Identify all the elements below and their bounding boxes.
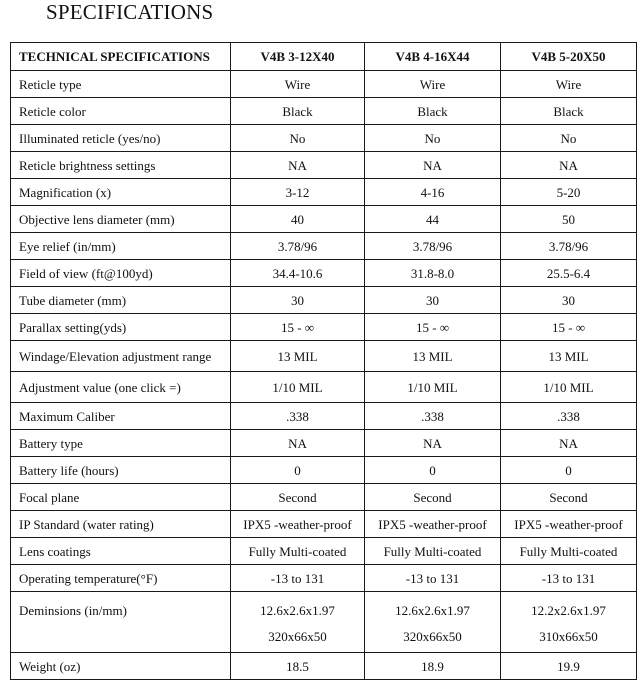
- row-label: Eye relief (in/mm): [11, 233, 231, 260]
- dimensions-millimeters: 320x66x50: [403, 629, 462, 644]
- row-label: Weight (oz): [11, 653, 231, 680]
- cell-value: 4-16: [365, 179, 501, 206]
- cell-value: Second: [365, 484, 501, 511]
- row-label: Reticle brightness settings: [11, 152, 231, 179]
- cell-value: 3.78/96: [365, 233, 501, 260]
- cell-value: Fully Multi-coated: [365, 538, 501, 565]
- cell-value: 19.9: [501, 653, 637, 680]
- table-row: [11, 260, 637, 287]
- cell-value: 1/10 MIL: [501, 372, 637, 403]
- table-row: [11, 653, 637, 680]
- row-label: Adjustment value (one click =): [11, 372, 231, 403]
- cell-value: -13 to 131: [365, 565, 501, 592]
- cell-value: 13 MIL: [501, 341, 637, 372]
- table-row: [11, 403, 637, 430]
- header-model-v4b-4-16x44: V4B 4-16X44: [365, 43, 501, 71]
- cell-value: NA: [501, 430, 637, 457]
- row-label: Objective lens diameter (mm): [11, 206, 231, 233]
- table-row: [11, 565, 637, 592]
- cell-value: Black: [231, 98, 365, 125]
- cell-value: [501, 592, 637, 653]
- table-row: [11, 430, 637, 457]
- row-label: Illuminated reticle (yes/no): [11, 125, 231, 152]
- cell-value: 30: [231, 287, 365, 314]
- cell-value: NA: [365, 152, 501, 179]
- cell-value: 1/10 MIL: [231, 372, 365, 403]
- table-row: [11, 457, 637, 484]
- cell-value: 3.78/96: [501, 233, 637, 260]
- table-row: [11, 71, 637, 98]
- cell-value: No: [501, 125, 637, 152]
- cell-value: 15 - ∞: [231, 314, 365, 341]
- row-label: Magnification (x): [11, 179, 231, 206]
- cell-value: [365, 592, 501, 653]
- page-title: SPECIFICATIONS: [46, 0, 214, 24]
- header-technical-specifications: TECHNICAL SPECIFICATIONS: [11, 43, 231, 71]
- header-model-v4b-3-12x40: V4B 3-12X40: [231, 43, 365, 71]
- dimensions-inches: 12.6x2.6x1.97: [395, 603, 470, 618]
- cell-value: Black: [365, 98, 501, 125]
- cell-value: 3.78/96: [231, 233, 365, 260]
- table-row: [11, 152, 637, 179]
- dimensions-millimeters: 320x66x50: [268, 629, 327, 644]
- cell-value: .338: [365, 403, 501, 430]
- cell-value: NA: [365, 430, 501, 457]
- cell-value: 0: [365, 457, 501, 484]
- row-label: Battery type: [11, 430, 231, 457]
- cell-value: 30: [365, 287, 501, 314]
- cell-value: 18.9: [365, 653, 501, 680]
- table-row: [11, 233, 637, 260]
- table-row: [11, 372, 637, 403]
- cell-value: 31.8-8.0: [365, 260, 501, 287]
- cell-value: 30: [501, 287, 637, 314]
- cell-value: No: [365, 125, 501, 152]
- cell-value: Wire: [501, 71, 637, 98]
- cell-value: -13 to 131: [501, 565, 637, 592]
- cell-value: IPX5 -weather-proof: [501, 511, 637, 538]
- cell-value: 3-12: [231, 179, 365, 206]
- cell-value: Fully Multi-coated: [231, 538, 365, 565]
- cell-value: 0: [231, 457, 365, 484]
- cell-value: 0: [501, 457, 637, 484]
- cell-value: Black: [501, 98, 637, 125]
- cell-value: Wire: [365, 71, 501, 98]
- row-label: Battery life (hours): [11, 457, 231, 484]
- cell-value: 34.4-10.6: [231, 260, 365, 287]
- table-row: [11, 125, 637, 152]
- cell-value: NA: [231, 430, 365, 457]
- cell-value: Second: [231, 484, 365, 511]
- cell-value: 13 MIL: [231, 341, 365, 372]
- cell-value: [231, 592, 365, 653]
- cell-value: NA: [501, 152, 637, 179]
- row-label: Focal plane: [11, 484, 231, 511]
- row-label: IP Standard (water rating): [11, 511, 231, 538]
- table-row: [11, 98, 637, 125]
- cell-value: 18.5: [231, 653, 365, 680]
- cell-value: No: [231, 125, 365, 152]
- row-label: Reticle type: [11, 71, 231, 98]
- cell-value: Second: [501, 484, 637, 511]
- row-label: Lens coatings: [11, 538, 231, 565]
- cell-value: 5-20: [501, 179, 637, 206]
- table-row: [11, 341, 637, 372]
- table-row: [11, 592, 637, 653]
- specifications-table: [10, 42, 637, 680]
- dimensions-inches: 12.6x2.6x1.97: [260, 603, 335, 618]
- row-label: Deminsions (in/mm): [11, 592, 231, 653]
- cell-value: Wire: [231, 71, 365, 98]
- cell-value: .338: [501, 403, 637, 430]
- row-label: Parallax setting(yds): [11, 314, 231, 341]
- cell-value: 13 MIL: [365, 341, 501, 372]
- table-row: [11, 206, 637, 233]
- dimensions-inches: 12.2x2.6x1.97: [531, 603, 606, 618]
- table-header-row: [11, 43, 637, 71]
- row-label: Tube diameter (mm): [11, 287, 231, 314]
- cell-value: NA: [231, 152, 365, 179]
- cell-value: .338: [231, 403, 365, 430]
- cell-value: Fully Multi-coated: [501, 538, 637, 565]
- cell-value: 44: [365, 206, 501, 233]
- cell-value: 15 - ∞: [501, 314, 637, 341]
- row-label: Field of view (ft@100yd): [11, 260, 231, 287]
- table-row: [11, 314, 637, 341]
- cell-value: IPX5 -weather-proof: [365, 511, 501, 538]
- table-row: [11, 179, 637, 206]
- table-row: [11, 484, 637, 511]
- row-label: Windage/Elevation adjustment range: [11, 341, 231, 372]
- table-row: [11, 511, 637, 538]
- cell-value: 25.5-6.4: [501, 260, 637, 287]
- table-row: [11, 287, 637, 314]
- row-label: Maximum Caliber: [11, 403, 231, 430]
- cell-value: 40: [231, 206, 365, 233]
- cell-value: 50: [501, 206, 637, 233]
- row-label: Operating temperature(°F): [11, 565, 231, 592]
- dimensions-millimeters: 310x66x50: [539, 629, 598, 644]
- header-model-v4b-5-20x50: V4B 5-20X50: [501, 43, 637, 71]
- cell-value: 1/10 MIL: [365, 372, 501, 403]
- row-label: Reticle color: [11, 98, 231, 125]
- cell-value: IPX5 -weather-proof: [231, 511, 365, 538]
- cell-value: -13 to 131: [231, 565, 365, 592]
- cell-value: 15 - ∞: [365, 314, 501, 341]
- table-row: [11, 538, 637, 565]
